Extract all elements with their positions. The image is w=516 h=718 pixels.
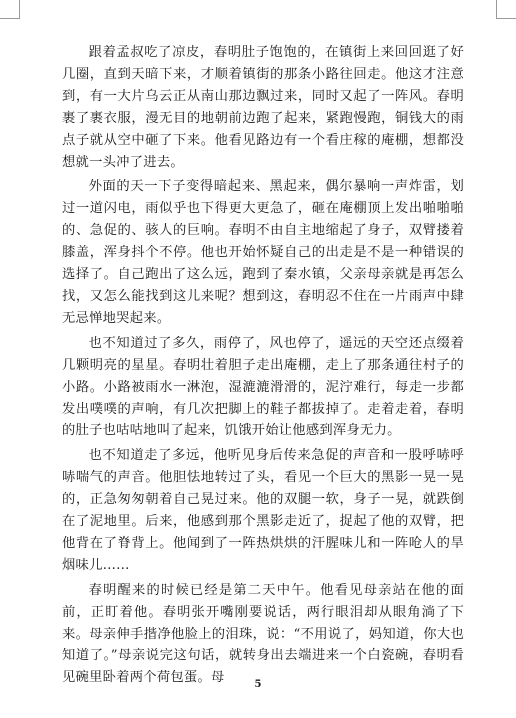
paragraph-5: 春明醒来的时候已经是第二天中午。他看见母亲站在他的面前，正盯着他。春明张开嘴刚要说话，两行眼泪却从眼角淌了下来。母亲伸手揩净他脸上的泪珠，说：“不用说了，妈知道，你大也知道了。”母亲说完这句话，就转身出去端进来一个白瓷碗，春明看见碗里卧着两个荷包蛋。母 [62, 582, 464, 686]
crop-mark-top-right [496, 18, 516, 19]
page-number: 5 [254, 679, 262, 690]
page-body [62, 42, 464, 689]
crop-mark-top-left-vertical [19, 0, 20, 19]
crop-mark-top-left [0, 18, 20, 19]
paragraph-3: 也不知道过了多久，雨停了，风也停了，遥远的天空还点缀着几颗明亮的星星。春明壮着胆子走出庵棚，走上了那条通往村子的小路。小路被雨水一淋泡，湿漉漉滑滑的，泥泞难行，每走一步都发出噗噗的声响，有几次把脚上的鞋子都拔掉了。走着走着，春明的肚子也咕咕地叫了起来，饥饿开始让他感到浑身无力。 [62, 335, 464, 439]
paragraph-4: 也不知道走了多远，他听见身后传来急促的声音和一股呼哧呼哧喘气的声音。他胆怯地转过了头，看见一个巨大的黑影一晃一晃的，正急匆匆朝着自己晃过来。他的双腿一软，身子一晃，就跌倒在了泥地里。后来，他感到那个黑影走近了，捉起了他的双臂，把他背在了脊背上。他闻到了一阵热烘烘的汗腥味儿和一阵呛人的旱烟味儿…… [62, 448, 464, 573]
paragraph-1: 跟着孟叔吃了凉皮，春明肚子饱饱的，在镇街上来回回逛了好几圈，直到天暗下来，才顺着镇街的那条小路往回走。他这才注意到，有一大片乌云正从南山那边飘过来，同时又起了一阵风。春明裹了裹衣服，漫无目的地朝前边跑了起来，紧跑慢跑，铜钱大的雨点子就从空中砸了下来。他看见路边有一个看庄稼的庵棚，想都没想就一头冲了进去。 [62, 45, 464, 170]
crop-mark-top-right-vertical [496, 0, 497, 19]
paragraph-2: 外面的天一下子变得暗起来、黑起来，偶尔暴响一声炸雷，划过一道闪电，雨似乎也下得更大更急了，砸在庵棚顶上发出啪啪啪的、急促的、骇人的巨响。春明不由自主地缩起了身子，双臂搂着膝盖，浑身抖个不停。他也开始怀疑自己的出走是不是一种错误的选择了。自己跑出了这么远，跑到了秦水镇，父亲母亲就是再怎么找，又怎么能找到这儿来呢？想到这，春明忍不住在一片雨声中肆无忌惮地哭起来。 [62, 179, 464, 326]
